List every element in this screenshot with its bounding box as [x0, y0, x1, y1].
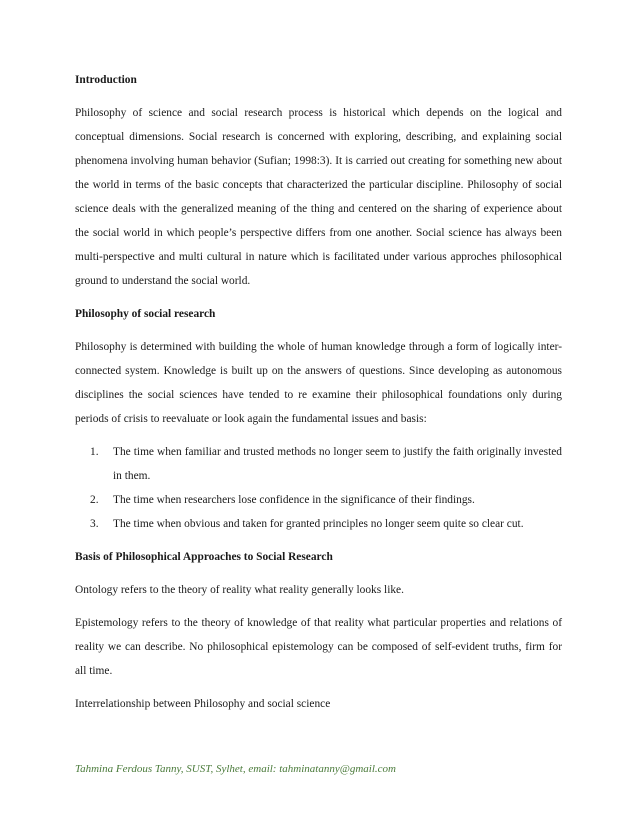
list-item: [75, 512, 562, 536]
ontology-paragraph: Ontology refers to the theory of reality what reality generally looks like.: [75, 584, 404, 596]
page-footer: Tahmina Ferdous Tanny, SUST, Sylhet, email: tahminatanny@gmail.com: [75, 763, 396, 775]
philosophy-paragraph: Philosophy is determined with building the whole of human knowledge through a form of logically inter-connected system. Knowledge is built up on the answers of questions. Since developing as autonomous disciplines the social sciences have tended to re examine their philosophical foundations only during periods of crisis to reevaluate or look again the fundamental issues and basis:: [75, 341, 562, 425]
introduction-paragraph: Philosophy of science and social research process is historical which depends on the logical and conceptual dimensions. Social research is concerned with exploring, describing, and explaining social phenomena involving human behavior (Sufian; 1998:3). It is carried out creating for something new about the world in terms of the basic concepts that characterized the particular discipline. Philosophy of social science deals with the generalized meaning of the thing and centered on the sharing of experience about the social world in which people’s perspective differs from one another. Social science has always been multi-perspective and multi cultural in nature which is facilitated under various approches philosophical ground to understand the social world.: [75, 107, 562, 287]
philosophy-heading: Philosophy of social research: [75, 308, 216, 320]
list-item-text: The time when familiar and trusted methods no longer seem to justify the faith originally invested in them.: [113, 446, 562, 482]
list-item: [75, 488, 562, 512]
document-page: [75, 68, 562, 725]
list-item-number: 2.: [90, 494, 99, 506]
introduction-heading: Introduction: [75, 74, 137, 86]
basis-heading: Basis of Philosophical Approaches to Social Research: [75, 551, 333, 563]
list-item-text: The time when obvious and taken for granted principles no longer seem quite so clear cut.: [113, 518, 524, 530]
list-item-number: 1.: [90, 446, 99, 458]
epistemology-paragraph: Epistemology refers to the theory of knowledge of that reality what particular properties and relations of reality we can describe. No philosophical epistemology can be composed of self-evident truths, firm for all time.: [75, 617, 562, 677]
crisis-periods-list: [75, 440, 562, 536]
interrelationship-line: Interrelationship between Philosophy and social science: [75, 698, 331, 710]
list-item-text: The time when researchers lose confidence in the significance of their findings.: [113, 494, 475, 506]
list-item: [75, 440, 562, 488]
list-item-number: 3.: [90, 518, 99, 530]
